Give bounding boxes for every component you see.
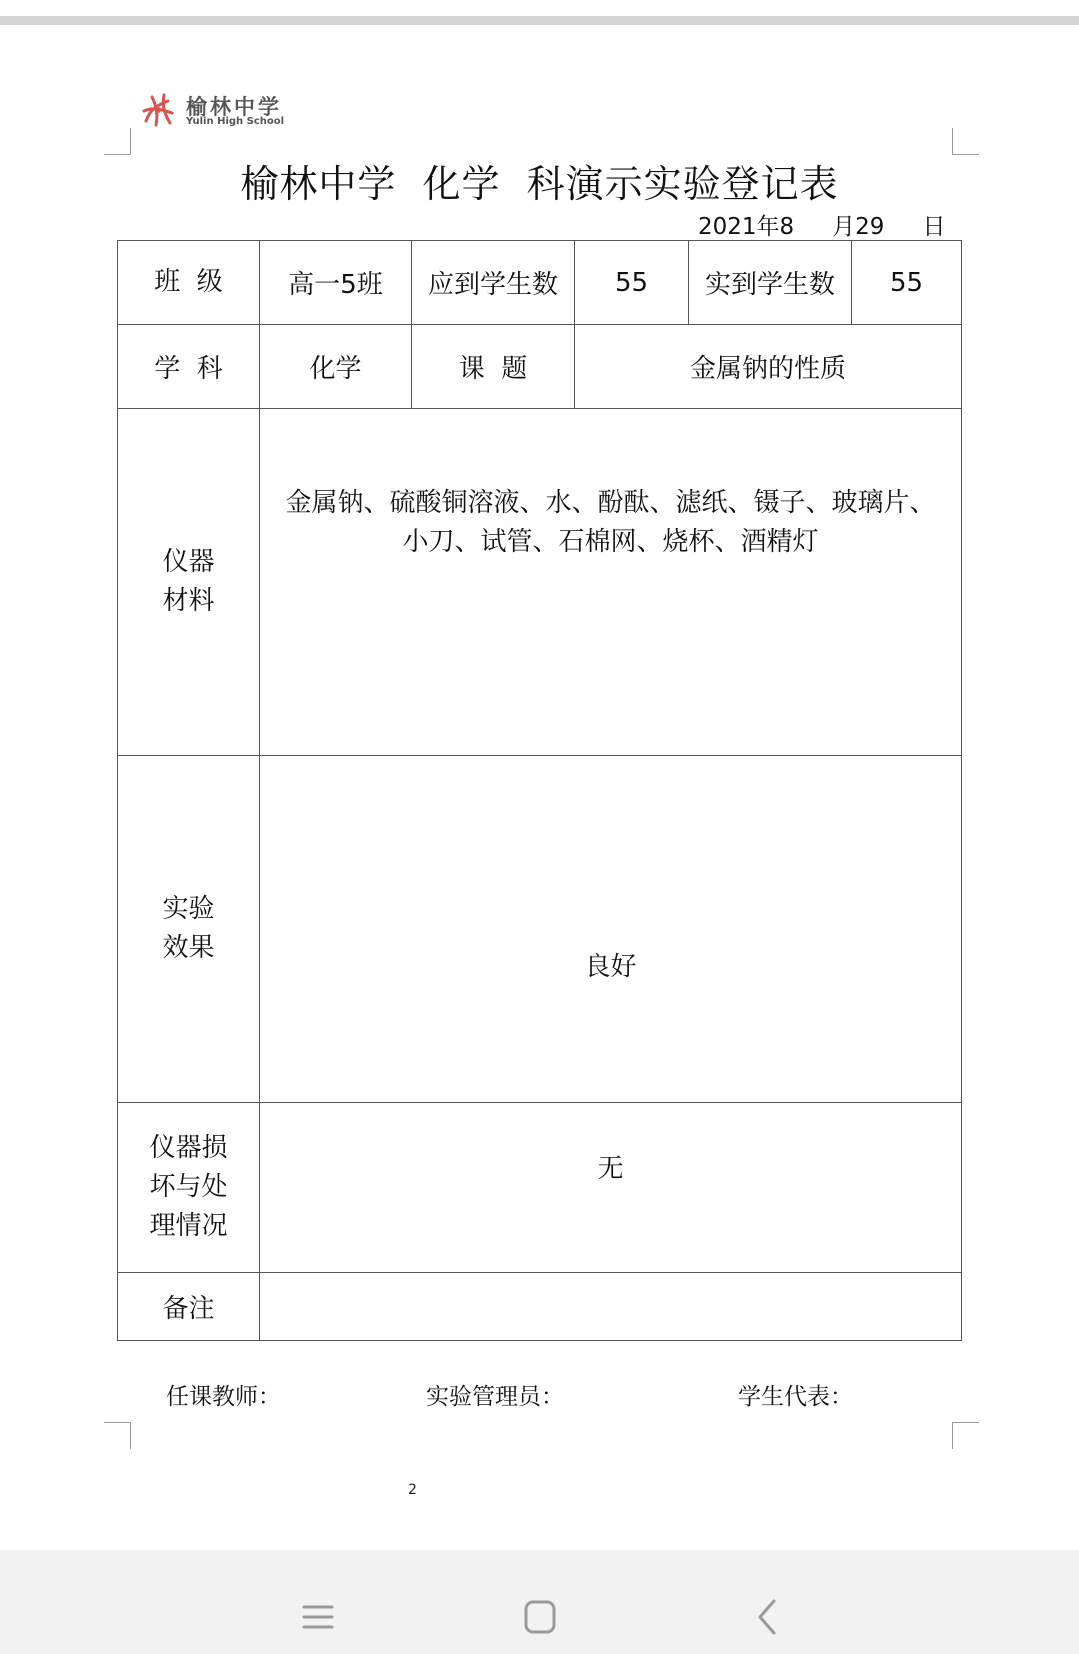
expected-students-label: 应到学生数 bbox=[412, 241, 575, 325]
crop-mark-top-left bbox=[104, 128, 131, 155]
damage-value-text: 无 bbox=[597, 1154, 624, 1184]
crop-mark-bottom-left bbox=[104, 1422, 131, 1449]
page-number: 2 bbox=[408, 1482, 417, 1498]
date-year-month: 2021年8 bbox=[698, 214, 795, 240]
apparatus-label-line-2: 材料 bbox=[162, 586, 215, 616]
damage-label-line-3: 理情况 bbox=[149, 1211, 228, 1241]
home-icon[interactable] bbox=[520, 1595, 560, 1639]
crop-mark-top-right bbox=[952, 128, 979, 155]
damage-value bbox=[260, 1103, 962, 1273]
subject-value: 化学 bbox=[260, 325, 412, 409]
experiment-register-table bbox=[117, 240, 962, 1341]
top-status-strip bbox=[0, 16, 1079, 25]
student-signature-label: 学生代表： bbox=[738, 1384, 853, 1410]
crop-mark-bottom-right bbox=[952, 1422, 979, 1449]
damage-label-line-2: 坏与处 bbox=[149, 1172, 228, 1202]
back-icon[interactable] bbox=[748, 1595, 788, 1639]
apparatus-line-2: 小刀、试管、石棉网、烧杯、酒精灯 bbox=[402, 527, 819, 557]
teacher-signature-label: 任课教师： bbox=[166, 1384, 281, 1410]
logo-chinese-text: 榆林中学 bbox=[186, 94, 282, 119]
topic-label: 课 题 bbox=[412, 325, 575, 409]
logo-english-text: Yulin High School bbox=[186, 116, 285, 127]
effect-value-text: 良好 bbox=[584, 952, 637, 982]
topic-value: 金属钠的性质 bbox=[575, 325, 962, 409]
actual-students-value: 55 bbox=[852, 241, 962, 325]
table-row bbox=[118, 241, 962, 325]
apparatus-value bbox=[260, 409, 962, 756]
effect-value bbox=[260, 756, 962, 1103]
table-row bbox=[118, 1103, 962, 1273]
damage-label bbox=[118, 1103, 260, 1273]
table-row bbox=[118, 409, 962, 756]
effect-label-line-1: 实验 bbox=[162, 894, 215, 924]
school-emblem-icon bbox=[138, 91, 178, 129]
class-value: 高一5班 bbox=[260, 241, 412, 325]
expected-students-value: 55 bbox=[575, 241, 689, 325]
date-month-day: 月29 bbox=[832, 214, 885, 240]
school-logo bbox=[138, 89, 288, 133]
menu-icon[interactable] bbox=[298, 1595, 338, 1639]
admin-signature-label: 实验管理员： bbox=[426, 1384, 564, 1410]
apparatus-label-line-1: 仪器 bbox=[162, 547, 215, 577]
effect-label-line-2: 效果 bbox=[162, 933, 215, 963]
remark-value bbox=[260, 1273, 962, 1341]
apparatus-label bbox=[118, 409, 260, 756]
class-label: 班 级 bbox=[118, 241, 260, 325]
date-day: 日 bbox=[922, 214, 946, 240]
table-row bbox=[118, 325, 962, 409]
form-title: 榆林中学 化学 科演示实验登记表 bbox=[240, 162, 839, 206]
apparatus-line-1: 金属钠、硫酸铜溶液、水、酚酞、滤纸、镊子、玻璃片、 bbox=[285, 488, 936, 518]
form-date bbox=[698, 208, 945, 241]
table-row bbox=[118, 756, 962, 1103]
effect-label bbox=[118, 756, 260, 1103]
subject-label: 学 科 bbox=[118, 325, 260, 409]
table-row bbox=[118, 1273, 962, 1341]
actual-students-label: 实到学生数 bbox=[689, 241, 852, 325]
damage-label-line-1: 仪器损 bbox=[149, 1133, 228, 1163]
remark-label: 备注 bbox=[118, 1273, 260, 1341]
